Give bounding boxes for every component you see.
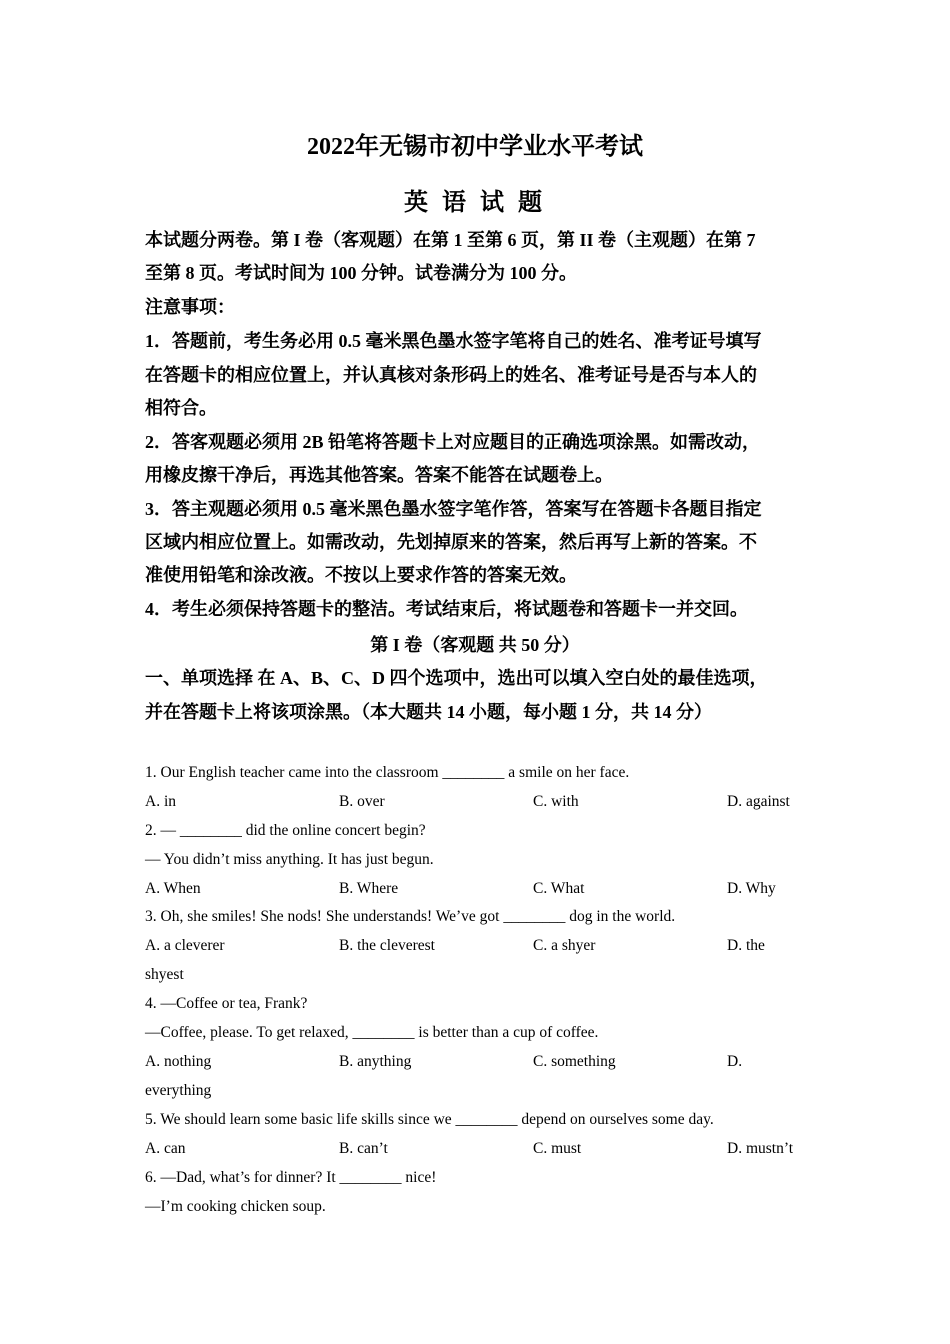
intro-line: 本试题分两卷。第 I 卷（客观题）在第 1 至第 6 页，第 II 卷（主观题）在第 7 <box>145 230 756 250</box>
option-b: B. Where <box>339 880 399 897</box>
option-b: B. can’t <box>339 1140 388 1157</box>
option-b: B. anything <box>339 1053 412 1070</box>
option-d: D. the <box>727 937 765 954</box>
question-stem: — You didn’t miss anything. It has just begun. <box>145 851 434 868</box>
notice-heading: 注意事项： <box>145 297 235 317</box>
option-a: A. When <box>145 880 201 897</box>
question-stem: 5. We should learn some basic life skills since we ________ depend on ourselves some day. <box>145 1111 714 1128</box>
question-stem: —Coffee, please. To get relaxed, ________ is better than a cup of coffee. <box>145 1024 599 1041</box>
option-a: A. in <box>145 793 176 810</box>
notice-item-1: 1．答题前，考生务必用 0.5 毫米黑色墨水签字笔将自己的姓名、准考证号填写 <box>145 331 762 351</box>
exam-subtitle: 英 语 试 题 <box>404 190 546 216</box>
question-stem: 6. —Dad, what’s for dinner? It ________ nice! <box>145 1169 437 1186</box>
notice-item-1: 在答题卡的相应位置上，并认真核对条形码上的姓名、准考证号是否与本人的 <box>145 365 757 385</box>
notice-item-2: 2．答客观题必须用 2B 铅笔将答题卡上对应题目的正确选项涂黑。如需改动， <box>145 432 761 452</box>
notice-item-1: 相符合。 <box>145 398 217 418</box>
question-stem: 2. — ________ did the online concert begin? <box>145 822 426 839</box>
option-a: A. nothing <box>145 1053 212 1070</box>
question-stem: —I’m cooking chicken soup. <box>145 1198 326 1215</box>
section-instructions: 并在答题卡上将该项涂黑。（本大题共 14 小题，每小题 1 分，共 14 分） <box>145 702 712 722</box>
option-d-continued: everything <box>145 1082 212 1099</box>
option-b: B. the cleverest <box>339 937 435 954</box>
option-c: C. a shyer <box>533 937 596 954</box>
notice-item-3: 3．答主观题必须用 0.5 毫米黑色墨水签字笔作答，答案写在答题卡各题目指定 <box>145 499 762 519</box>
intro-line: 至第 8 页。考试时间为 100 分钟。试卷满分为 100 分。 <box>145 263 577 283</box>
option-c: C. What <box>533 880 585 897</box>
option-d: D. <box>727 1053 743 1070</box>
option-c: C. must <box>533 1140 582 1157</box>
option-d-continued: shyest <box>145 966 184 983</box>
option-d: D. Why <box>727 880 776 897</box>
question-stem: 4. —Coffee or tea, Frank? <box>145 995 308 1012</box>
section-instructions: 一、单项选择 在 A、B、C、D 四个选项中，选出可以填入空白处的最佳选项， <box>145 668 768 688</box>
option-a: A. a cleverer <box>145 937 225 954</box>
option-c: C. something <box>533 1053 616 1070</box>
notice-item-3: 准使用铅笔和涂改液。不按以上要求作答的答案无效。 <box>145 565 577 585</box>
option-b: B. over <box>339 793 385 810</box>
part-heading: 第 I 卷（客观题 共 50 分） <box>370 635 580 655</box>
notice-item-2: 用橡皮擦干净后，再选其他答案。答案不能答在试题卷上。 <box>145 465 613 485</box>
option-a: A. can <box>145 1140 186 1157</box>
option-d: D. mustn’t <box>727 1140 794 1157</box>
exam-title: 2022年无锡市初中学业水平考试 <box>307 134 643 160</box>
option-c: C. with <box>533 793 579 810</box>
notice-item-3: 区域内相应位置上。如需改动，先划掉原来的答案，然后再写上新的答案。不 <box>145 532 757 552</box>
question-stem: 3. Oh, she smiles! She nods! She understands! We’ve got ________ dog in the world. <box>145 908 676 925</box>
question-stem: 1. Our English teacher came into the classroom ________ a smile on her face. <box>145 764 630 781</box>
notice-item-4: 4．考生必须保持答题卡的整洁。考试结束后，将试题卷和答题卡一并交回。 <box>145 599 748 619</box>
option-d: D. against <box>727 793 790 810</box>
